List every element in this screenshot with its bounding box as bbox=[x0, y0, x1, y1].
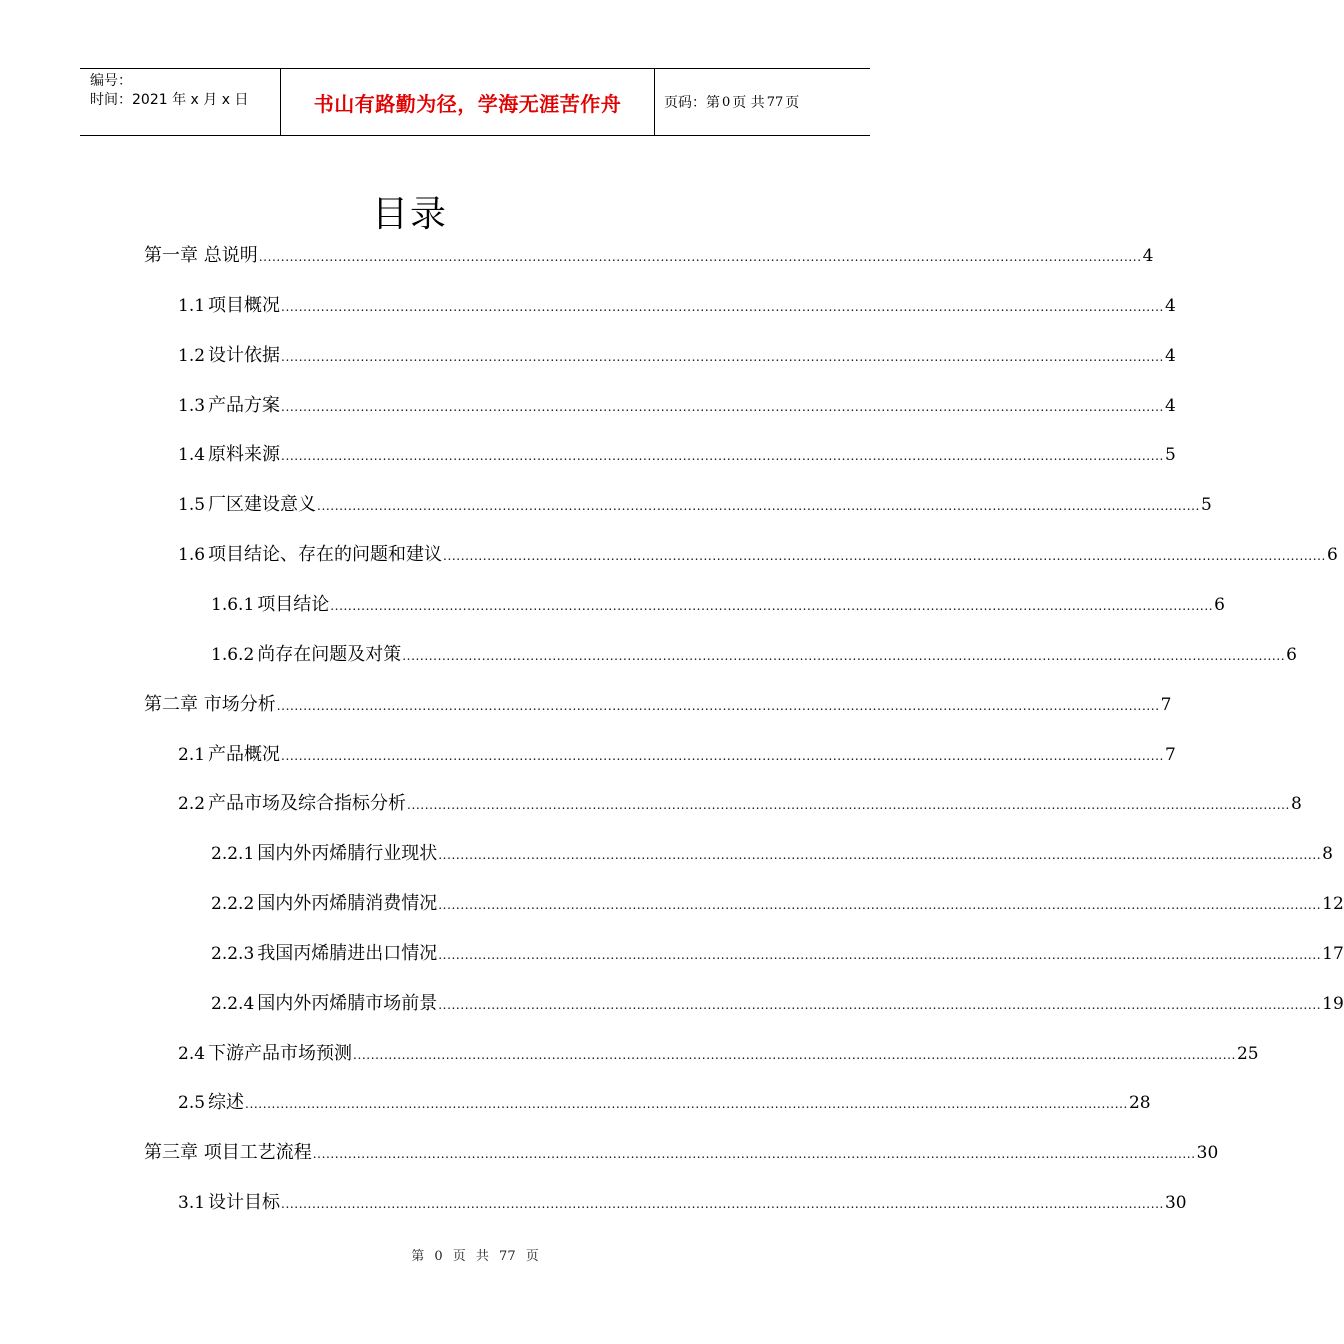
toc-entry[interactable] bbox=[211, 889, 1344, 919]
page-prefix: 页码：第 bbox=[664, 95, 720, 111]
toc-leader-dots: ........................................................................................................................................................................................................ bbox=[281, 349, 1164, 364]
toc-entry-number: 1.1 bbox=[178, 295, 206, 316]
toc-leader-dots: ........................................................................................................................................................................................................ bbox=[281, 449, 1164, 464]
toc-entry[interactable] bbox=[178, 1039, 1259, 1069]
toc-entry-number: 2.2.4 bbox=[211, 993, 255, 1014]
toc-entry-number: 1.6.1 bbox=[211, 594, 255, 615]
toc-entry-number: 2.2.2 bbox=[211, 894, 255, 915]
header-meta-cell bbox=[80, 69, 281, 135]
toc-leader-dots: ........................................................................................................................................................................................................ bbox=[281, 299, 1164, 314]
toc-entry-page: 5 bbox=[1164, 445, 1176, 466]
toc-leader-dots: ........................................................................................................................................................................................................ bbox=[312, 1147, 1196, 1162]
toc-entry-page: 7 bbox=[1160, 694, 1172, 715]
toc-leader-dots: ........................................................................................................................................................................................................ bbox=[281, 1197, 1164, 1212]
toc-entry-page: 5 bbox=[1200, 495, 1212, 516]
toc-entry-page: 6 bbox=[1286, 644, 1297, 665]
page-total: 77 bbox=[766, 94, 784, 110]
toc-entry-title: 我国丙烯腈进出口情况 bbox=[257, 942, 438, 964]
toc-leader-dots: ........................................................................................................................................................................................................ bbox=[443, 549, 1326, 564]
toc-leader-dots: ........................................................................................................................................................................................................ bbox=[402, 648, 1286, 663]
header-motto-cell bbox=[281, 69, 655, 135]
document-date: 时间：2021 年 x 月 x 日 bbox=[90, 92, 249, 108]
toc-entry-number: 2.4 bbox=[178, 1043, 206, 1064]
page-header bbox=[80, 68, 870, 136]
toc-entry[interactable] bbox=[178, 1188, 1187, 1218]
toc-leader-dots: ........................................................................................................................................................................................................ bbox=[407, 798, 1290, 813]
toc-entry-title: 产品方案 bbox=[208, 394, 281, 416]
toc-entry-number: 2.1 bbox=[178, 744, 206, 765]
toc-entry-number: 1.3 bbox=[178, 395, 206, 416]
toc-entry-title: 国内外丙烯腈市场前景 bbox=[257, 992, 438, 1014]
toc-leader-dots: ........................................................................................................................................................................................................ bbox=[438, 898, 1322, 913]
toc-entry-page: 6 bbox=[1214, 594, 1225, 615]
toc-entry-page: 25 bbox=[1236, 1043, 1259, 1064]
toc-leader-dots: ........................................................................................................................................................................................................ bbox=[258, 250, 1142, 264]
toc-entry-page: 4 bbox=[1164, 395, 1176, 416]
header-motto: 书山有路勤为径，学海无涯苦作舟 bbox=[313, 91, 622, 116]
toc-entry-title: 设计目标 bbox=[208, 1192, 281, 1214]
toc-entry-title: 原料来源 bbox=[208, 444, 281, 466]
toc-leader-dots: ........................................................................................................................................................................................................ bbox=[281, 399, 1164, 414]
toc-entry[interactable] bbox=[211, 989, 1344, 1019]
toc-entry[interactable] bbox=[178, 1088, 1151, 1118]
toc-entry[interactable] bbox=[178, 540, 1338, 570]
toc-entry-number: 2.2.3 bbox=[211, 943, 255, 964]
toc-entry[interactable] bbox=[211, 640, 1297, 670]
page-suffix: 页 bbox=[785, 95, 800, 111]
toc-entry[interactable] bbox=[178, 490, 1212, 520]
toc-entry[interactable] bbox=[178, 341, 1176, 371]
toc-entry[interactable] bbox=[178, 291, 1176, 321]
page-current: 0 bbox=[722, 94, 731, 110]
document-number-label: 编号： bbox=[90, 73, 132, 89]
toc-entry-number: 1.6 bbox=[178, 545, 206, 566]
toc-entry[interactable] bbox=[144, 690, 1172, 720]
toc-entry[interactable] bbox=[178, 440, 1176, 470]
toc-entry[interactable] bbox=[144, 1138, 1219, 1168]
toc-entry[interactable] bbox=[178, 740, 1176, 770]
toc-entry-number: 2.2 bbox=[178, 794, 206, 815]
toc-entry-title: 第一章 总说明 bbox=[144, 245, 258, 266]
toc-entry[interactable] bbox=[211, 590, 1225, 620]
toc-entry-title: 第二章 市场分析 bbox=[144, 693, 276, 715]
toc-entry-page: 8 bbox=[1322, 844, 1333, 865]
page-mid: 页 共 bbox=[732, 95, 765, 111]
toc-entry[interactable] bbox=[178, 391, 1176, 421]
toc-entry-title: 国内外丙烯腈行业现状 bbox=[257, 843, 438, 865]
toc-entry-page: 4 bbox=[1164, 295, 1176, 316]
toc-entry-title: 综述 bbox=[208, 1092, 245, 1114]
toc-leader-dots: ........................................................................................................................................................................................................ bbox=[245, 1097, 1128, 1112]
toc-entry-title: 项目概况 bbox=[208, 294, 281, 316]
toc-entry-page: 4 bbox=[1142, 246, 1154, 266]
toc-leader-dots: ........................................................................................................................................................................................................ bbox=[438, 947, 1322, 962]
toc-entry-page: 17 bbox=[1322, 943, 1344, 964]
toc-entry-title: 第三章 项目工艺流程 bbox=[144, 1142, 312, 1164]
toc-leader-dots: ........................................................................................................................................................................................................ bbox=[438, 997, 1322, 1012]
toc-leader-dots: ........................................................................................................................................................................................................ bbox=[330, 598, 1214, 613]
toc-entry-page: 12 bbox=[1322, 894, 1344, 915]
toc-entry-title: 尚存在问题及对策 bbox=[257, 643, 402, 665]
toc-leader-dots: ........................................................................................................................................................................................................ bbox=[438, 848, 1322, 863]
toc-leader-dots: ........................................................................................................................................................................................................ bbox=[281, 748, 1164, 763]
toc-entry-page: 28 bbox=[1128, 1093, 1151, 1114]
toc-entry[interactable] bbox=[144, 241, 1154, 271]
toc-entry-title: 厂区建设意义 bbox=[208, 494, 317, 516]
toc-entry-number: 2.5 bbox=[178, 1093, 206, 1114]
toc-entry-number: 2.2.1 bbox=[211, 844, 255, 865]
toc-entry-title: 项目结论 bbox=[257, 593, 330, 615]
toc-entry-title: 国内外丙烯腈消费情况 bbox=[257, 893, 438, 915]
toc-entry-title: 项目结论、存在的问题和建议 bbox=[208, 544, 443, 566]
toc-entry-title: 产品概况 bbox=[208, 743, 281, 765]
toc-entry-page: 30 bbox=[1196, 1143, 1219, 1164]
toc-entry-page: 30 bbox=[1164, 1193, 1187, 1214]
page-footer: 第 0 页 共 77 页 bbox=[411, 1249, 539, 1264]
toc-leader-dots: ........................................................................................................................................................................................................ bbox=[317, 499, 1200, 514]
toc-entry-title: 产品市场及综合指标分析 bbox=[208, 793, 407, 815]
toc-entry-page: 6 bbox=[1326, 545, 1338, 566]
toc-entry-number: 1.2 bbox=[178, 345, 206, 366]
toc-entry-number: 3.1 bbox=[178, 1193, 206, 1214]
toc-entry-page: 19 bbox=[1322, 993, 1344, 1014]
header-page-cell bbox=[655, 69, 870, 135]
toc-entry-page: 7 bbox=[1164, 744, 1176, 765]
toc-entry-number: 1.5 bbox=[178, 495, 206, 516]
toc-entry-page: 8 bbox=[1290, 794, 1302, 815]
toc-entry-title: 设计依据 bbox=[208, 344, 281, 366]
toc-entry-page: 4 bbox=[1164, 345, 1176, 366]
toc-title: 目录 bbox=[371, 194, 448, 235]
toc-entry[interactable] bbox=[211, 939, 1344, 969]
toc-entry[interactable] bbox=[178, 789, 1302, 819]
toc-entry-number: 1.4 bbox=[178, 445, 206, 466]
toc-entry-title: 下游产品市场预测 bbox=[208, 1042, 353, 1064]
toc-leader-dots: ........................................................................................................................................................................................................ bbox=[353, 1047, 1236, 1062]
toc-entry-number: 1.6.2 bbox=[211, 644, 255, 665]
toc-leader-dots: ........................................................................................................................................................................................................ bbox=[276, 698, 1160, 713]
toc-entry[interactable] bbox=[211, 839, 1333, 869]
